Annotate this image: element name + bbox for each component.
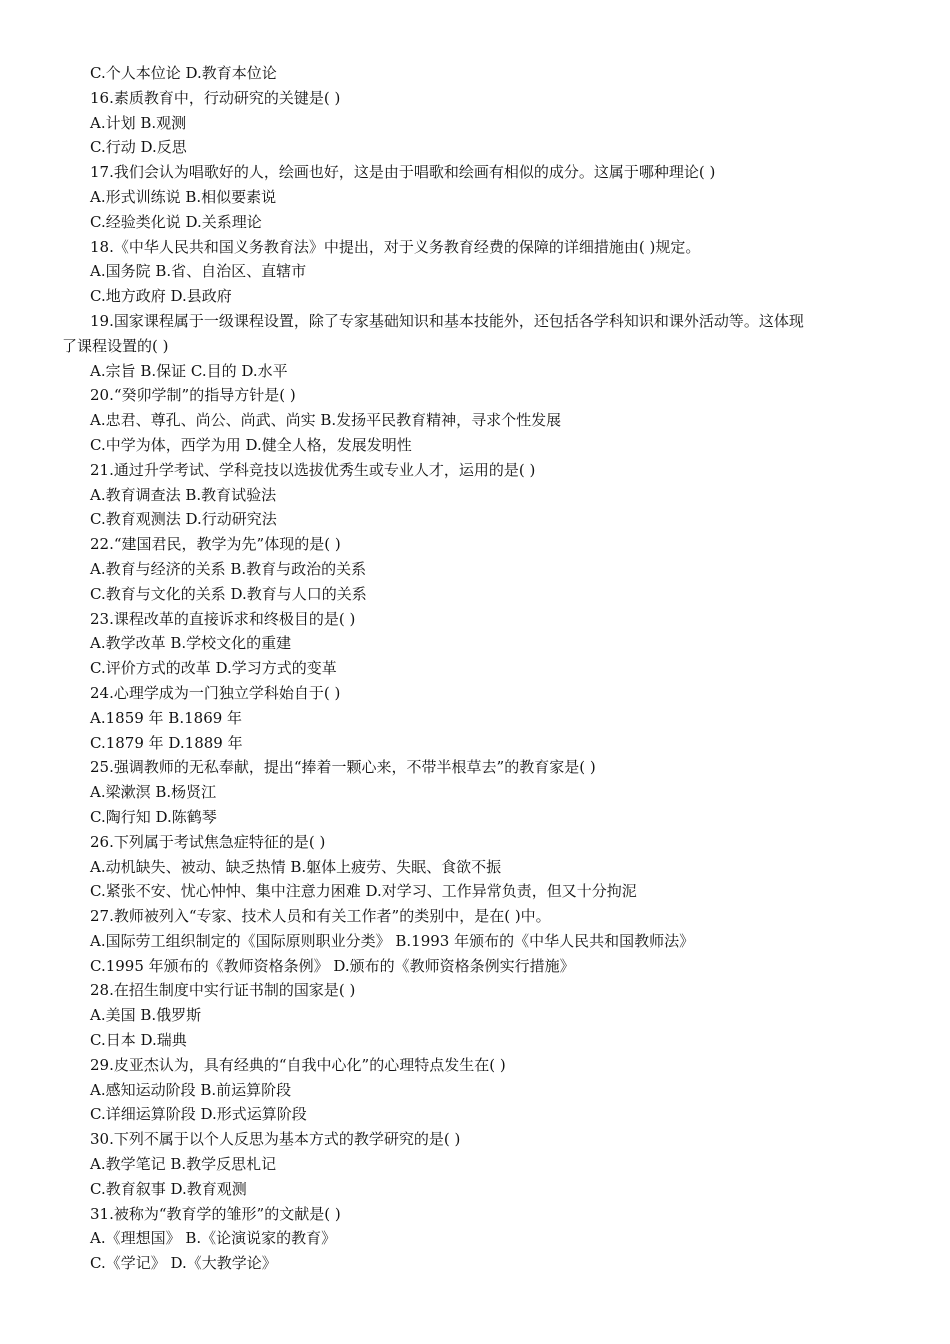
option-line-ab: A.《理想国》 B.《论演说家的教育》 xyxy=(90,1229,337,1248)
option-line-cd: C.日本 D.瑞典 xyxy=(90,1031,187,1050)
option-line-ab: A.梁漱溟 B.杨贤江 xyxy=(90,783,217,802)
option-line-ab: A.国务院 B.省、自治区、直辖市 xyxy=(90,262,307,281)
question-23: 23.课程改革的直接诉求和终极目的是( ) xyxy=(90,609,356,628)
question-29: 29.皮亚杰认为，具有经典的“自我中心化”的心理特点发生在( ) xyxy=(90,1055,506,1074)
option-line-cd: C.1879 年 D.1889 年 xyxy=(90,733,243,752)
question-26: 26.下列属于考试焦急症特征的是( ) xyxy=(90,832,326,851)
question-31: 31.被称为“教育学的雏形”的文献是( ) xyxy=(90,1204,341,1223)
question-19-continued: 了课程设置的( ) xyxy=(62,336,169,355)
option-line-ab: A.动机缺失、被动、缺乏热情 B.躯体上疲劳、失眠、食欲不振 xyxy=(90,857,502,876)
question-30: 30.下列不属于以个人反思为基本方式的教学研究的是( ) xyxy=(90,1130,461,1149)
option-line-cd: C.地方政府 D.县政府 xyxy=(90,287,232,306)
option-line-cd: C.中学为体，西学为用 D.健全人格，发展发明性 xyxy=(90,435,412,454)
option-line-cd: C.教育与文化的关系 D.教育与人口的关系 xyxy=(90,584,367,603)
option-line-cd: C.教育观测法 D.行动研究法 xyxy=(90,510,277,529)
option-line-cd: C.教育叙事 D.教育观测 xyxy=(90,1179,247,1198)
question-20: 20.“癸卯学制”的指导方针是( ) xyxy=(90,386,296,405)
option-line-ab: A.1859 年 B.1869 年 xyxy=(90,708,243,727)
option-line-cd: C.经验类化说 D.关系理论 xyxy=(90,212,262,231)
option-line-cd: C.行动 D.反思 xyxy=(90,138,187,157)
question-17: 17.我们会认为唱歌好的人，绘画也好，这是由于唱歌和绘画有相似的成分。这属于哪种理论( ) xyxy=(90,163,716,182)
question-25: 25.强调教师的无私奉献，提出“捧着一颗心来，不带半根草去”的教育家是( ) xyxy=(90,758,596,777)
option-line-cd: C.评价方式的改革 D.学习方式的变革 xyxy=(90,659,337,678)
option-line-cd: C.详细运算阶段 D.形式运算阶段 xyxy=(90,1105,307,1124)
option-line-cd: C.陶行知 D.陈鹤琴 xyxy=(90,807,217,826)
question-18: 18.《中华人民共和国义务教育法》中提出，对于义务教育经费的保障的详细措施由( )规定。 xyxy=(90,237,701,256)
option-line-ab: A.教学笔记 B.教学反思札记 xyxy=(90,1155,277,1174)
option-line-cd: C.紧张不安、忧心忡忡、集中注意力困难 D.对学习、工作异常负责，但又十分拘泥 xyxy=(90,882,637,901)
option-line-ab: A.计划 B.观测 xyxy=(90,113,187,132)
option-line-cd: C.1995 年颁布的《教师资格条例》 D.颁布的《教师资格条例实行措施》 xyxy=(90,956,575,975)
question-24: 24.心理学成为一门独立学科始自于( ) xyxy=(90,683,341,702)
option-line-ab: A.忠君、尊孔、尚公、尚武、尚实 B.发扬平民教育精神，寻求个性发展 xyxy=(90,411,562,430)
option-line-cd: C.《学记》 D.《大教学论》 xyxy=(90,1254,277,1273)
question-19: 19.国家课程属于一级课程设置，除了专家基础知识和基本技能外，还包括各学科知识和课外活动等。这体现 xyxy=(90,311,804,330)
question-21: 21.通过升学考试、学科竞技以选拔优秀生或专业人才，运用的是( ) xyxy=(90,460,536,479)
option-line-abcd: A.宗旨 B.保证 C.目的 D.水平 xyxy=(90,361,288,380)
option-line-ab: A.教学改革 B.学校文化的重建 xyxy=(90,634,292,653)
option-line-cd: C.个人本位论 D.教育本位论 xyxy=(90,64,277,82)
option-line-ab: A.形式训练说 B.相似要素说 xyxy=(90,187,277,206)
option-line-ab: A.教育调查法 B.教育试验法 xyxy=(90,485,277,504)
question-22: 22.“建国君民，教学为先”体现的是( ) xyxy=(90,535,341,554)
option-line-ab: A.教育与经济的关系 B.教育与政治的关系 xyxy=(90,559,367,578)
document-body xyxy=(62,61,894,1276)
option-line-ab: A.国际劳工组织制定的《国际原则职业分类》 B.1993 年颁布的《中华人民共和国教师法》 xyxy=(90,931,695,950)
option-line-ab: A.感知运动阶段 B.前运算阶段 xyxy=(90,1080,292,1099)
option-line-ab: A.美国 B.俄罗斯 xyxy=(90,1006,202,1025)
question-28: 28.在招生制度中实行证书制的国家是( ) xyxy=(90,981,356,1000)
question-16: 16.素质教育中，行动研究的关键是( ) xyxy=(90,88,341,107)
question-27: 27.教师被列入“专家、技术人员和有关工作者”的类别中，是在( )中。 xyxy=(90,907,551,926)
